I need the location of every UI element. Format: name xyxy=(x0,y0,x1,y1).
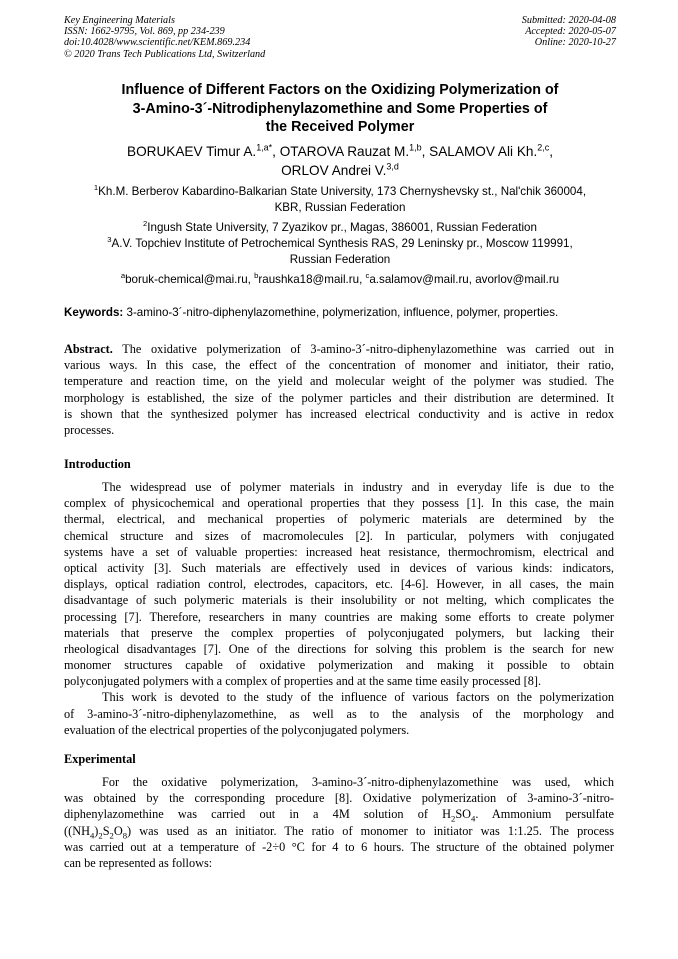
online-date: Online: 2020-10-27 xyxy=(534,37,616,49)
affil-mark: 3 xyxy=(107,235,112,245)
formula-text: ((NH xyxy=(64,823,90,838)
affil-text: KBR, Russian Federation xyxy=(274,201,406,214)
email-mark: c xyxy=(365,271,370,281)
formula-subscript: 2 xyxy=(451,813,456,824)
journal-name: Key Engineering Materials xyxy=(64,15,175,26)
paragraph-text: processing [7]. Therefore, researchers in many countries are making some efforts to create polymer xyxy=(64,609,614,624)
paragraph-text: materials that preserve the complex properties of polyconjugated polymers, but lacking their xyxy=(64,625,614,640)
affiliation-3 xyxy=(64,236,616,268)
experimental-body xyxy=(64,774,614,871)
abstract-text: The oxidative polymerization of 3-amino-3´-nitro-diphenylazomethine was carried out in xyxy=(112,342,614,356)
formula-subscript: 2 xyxy=(109,830,114,841)
issn-line: ISSN: 1662-9795, Vol. 869, pp 234-239 xyxy=(64,26,225,38)
author-separator: , xyxy=(549,144,553,159)
formula-text: O xyxy=(113,823,123,838)
abstract-text: morphology is established, the size of the polymer particles and their distribution are determined. It xyxy=(64,390,614,405)
title-line: 3-Amino-3´-Nitrodiphenylazomethine and Some Properties of xyxy=(132,100,548,117)
email-text: raushka18@mail.ru, xyxy=(258,273,366,286)
abstract-text: temperature and reaction time, on the yield and molecular weight of the polymer was studied. The xyxy=(64,374,614,389)
author-list xyxy=(64,143,616,180)
dates-meta xyxy=(522,15,616,49)
abstract-text: is shown that the synthesized polymer has increased electrical conductivity and is active in redox xyxy=(64,406,614,421)
paragraph-text: was carried out at a temperature of -2÷0 °C for 4 to 6 hours. The structure of the obtained polymer xyxy=(64,839,614,854)
doi-line: doi:10.4028/www.scientific.net/KEM.869.234 xyxy=(64,37,251,49)
paragraph-text: displays, optical radiation control, electrodes, capacitors, etc. [4-6]. However, in all cases, the main xyxy=(64,577,614,592)
author-line xyxy=(64,162,616,181)
keywords-label: Keywords: xyxy=(64,306,124,319)
formula-subscript: 4 xyxy=(471,813,476,824)
affil-text: Russian Federation xyxy=(289,253,391,266)
author-affil-mark: 1,a* xyxy=(256,142,273,153)
paragraph-text: disadvantage of such polymeric materials is their insolubility or not melting, which complicates the xyxy=(64,593,614,608)
paragraph-text: was obtained by the corresponding procedure [8]. Oxidative polymerization of 3-amino-3´-nitro- xyxy=(64,791,614,806)
paragraph-text: optical activity [3]. Such materials are effectively used in devices of various kinds: indicators, xyxy=(64,560,614,575)
email-list xyxy=(64,272,616,288)
paragraph-text: complex of physicochemical and operational properties that they possess [1]. In this case, the main xyxy=(64,496,614,511)
abstract-label: Abstract. xyxy=(64,342,113,356)
formula-text: SO xyxy=(455,807,472,822)
affil-mark: 1 xyxy=(93,183,99,193)
affil-mark: 2 xyxy=(143,219,148,229)
accepted-date: Accepted: 2020-05-07 xyxy=(525,26,616,38)
section-heading-experimental: Experimental xyxy=(64,752,136,766)
title-line: the Received Polymer xyxy=(265,119,415,135)
journal-meta xyxy=(64,15,265,60)
paragraph-text: thermal, electrical, and mechanical properties of polymeric materials are determined by the xyxy=(64,512,614,527)
paragraph-text: ) was used as an initiator. The ratio of monomer to initiator was 1:1.25. The process xyxy=(127,823,614,838)
keywords xyxy=(64,305,558,321)
affil-text: A.V. Topchiev Institute of Petrochemical Synthesis RAS, 29 Leninsky pr., Moscow 119991, xyxy=(111,237,573,250)
abstract-text: various ways. In this case, the effect of the concentration of monomer and initiator, their ratio, xyxy=(64,358,614,373)
author-name: ORLOV Andrei V. xyxy=(281,162,387,178)
paragraph-text: evaluation of the electrical properties of the polyconjugated polymers. xyxy=(64,722,410,737)
paragraph-text: systems have a set of valuable properties: increased heat resistance, thermochromism, electrical and xyxy=(64,544,614,559)
author-affil-mark: 1,b xyxy=(409,142,422,153)
email-text: a.salamov@mail.ru, avorlov@mail.ru xyxy=(369,273,560,286)
formula-subscript: 8 xyxy=(122,830,128,841)
formula-text: ) xyxy=(94,823,99,838)
author-name: BORUKAEV Timur A. xyxy=(127,144,257,159)
introduction-body xyxy=(64,479,614,738)
author-name: , OTAROVA Rauzat M. xyxy=(272,144,410,159)
affil-text: Kh.M. Berberov Kabardino-Balkarian State University, 173 Chernyshevsky st., Nal'chik 360004, xyxy=(98,185,587,198)
email-mark: b xyxy=(254,271,259,281)
paragraph-text: rheological disadvantages [7]. One of the directions for solving this problem is the search for new xyxy=(64,641,614,656)
paragraph-text: monomer structures capable of oxidative polymerization and making it possible to obtain xyxy=(64,658,614,673)
affil-text: Ingush State University, 7 Zyazikov pr., Magas, 386001, Russian Federation xyxy=(147,221,537,234)
paragraph-text: For the oxidative polymerization, 3-amino-3´-nitro-diphenylazomethine was used, which xyxy=(102,775,614,789)
formula-text: S xyxy=(102,823,110,838)
author-line xyxy=(64,143,616,162)
paragraph-text: This work is devoted to the study of the influence of various factors on the polymerization xyxy=(102,690,614,705)
author-affil-mark: 2,c xyxy=(537,142,550,153)
paragraph-text: chemical structure and sizes of macromolecules [2]. In particular, polymers with conjugated xyxy=(64,528,614,543)
affiliation-2 xyxy=(64,220,616,236)
abstract-text: processes. xyxy=(64,422,115,437)
author-affil-mark: 3,d xyxy=(386,160,399,171)
submitted-date: Submitted: 2020-04-08 xyxy=(521,15,616,26)
email-mark: a xyxy=(120,271,126,281)
paper-title xyxy=(64,81,616,137)
paragraph-text: . Ammonium persulfate xyxy=(475,807,614,822)
paragraph-text: polyconjugated polymers with a complex of properties and at the same time easily processed [8]. xyxy=(64,674,542,689)
affiliation-1 xyxy=(64,184,616,216)
formula-subscript: 2 xyxy=(98,830,103,841)
paragraph-text: The widespread use of polymer materials in industry and in everyday life is due to the xyxy=(102,480,614,494)
copyright-line: © 2020 Trans Tech Publications Ltd, Switzerland xyxy=(64,48,266,60)
author-name: , SALAMOV Ali Kh. xyxy=(421,144,538,159)
keywords-text: 3-amino-3´-nitro-diphenylazomethine, polymerization, influence, polymer, properties. xyxy=(123,306,559,319)
abstract xyxy=(64,341,614,438)
email-text: boruk-chemical@mai.ru, xyxy=(125,273,255,286)
paragraph-text: diphenylazomethine was carried out in a 4M solution of H xyxy=(64,807,451,822)
section-heading-introduction: Introduction xyxy=(64,457,131,471)
paragraph-text: of 3-amino-3´-nitro-diphenylazomethine, as well as to the analysis of the morphology and xyxy=(64,706,614,721)
formula-subscript: 4 xyxy=(89,830,95,841)
title-line: Influence of Different Factors on the Oxidizing Polymerization of xyxy=(121,82,559,98)
paragraph-text: can be represented as follows: xyxy=(64,855,213,870)
